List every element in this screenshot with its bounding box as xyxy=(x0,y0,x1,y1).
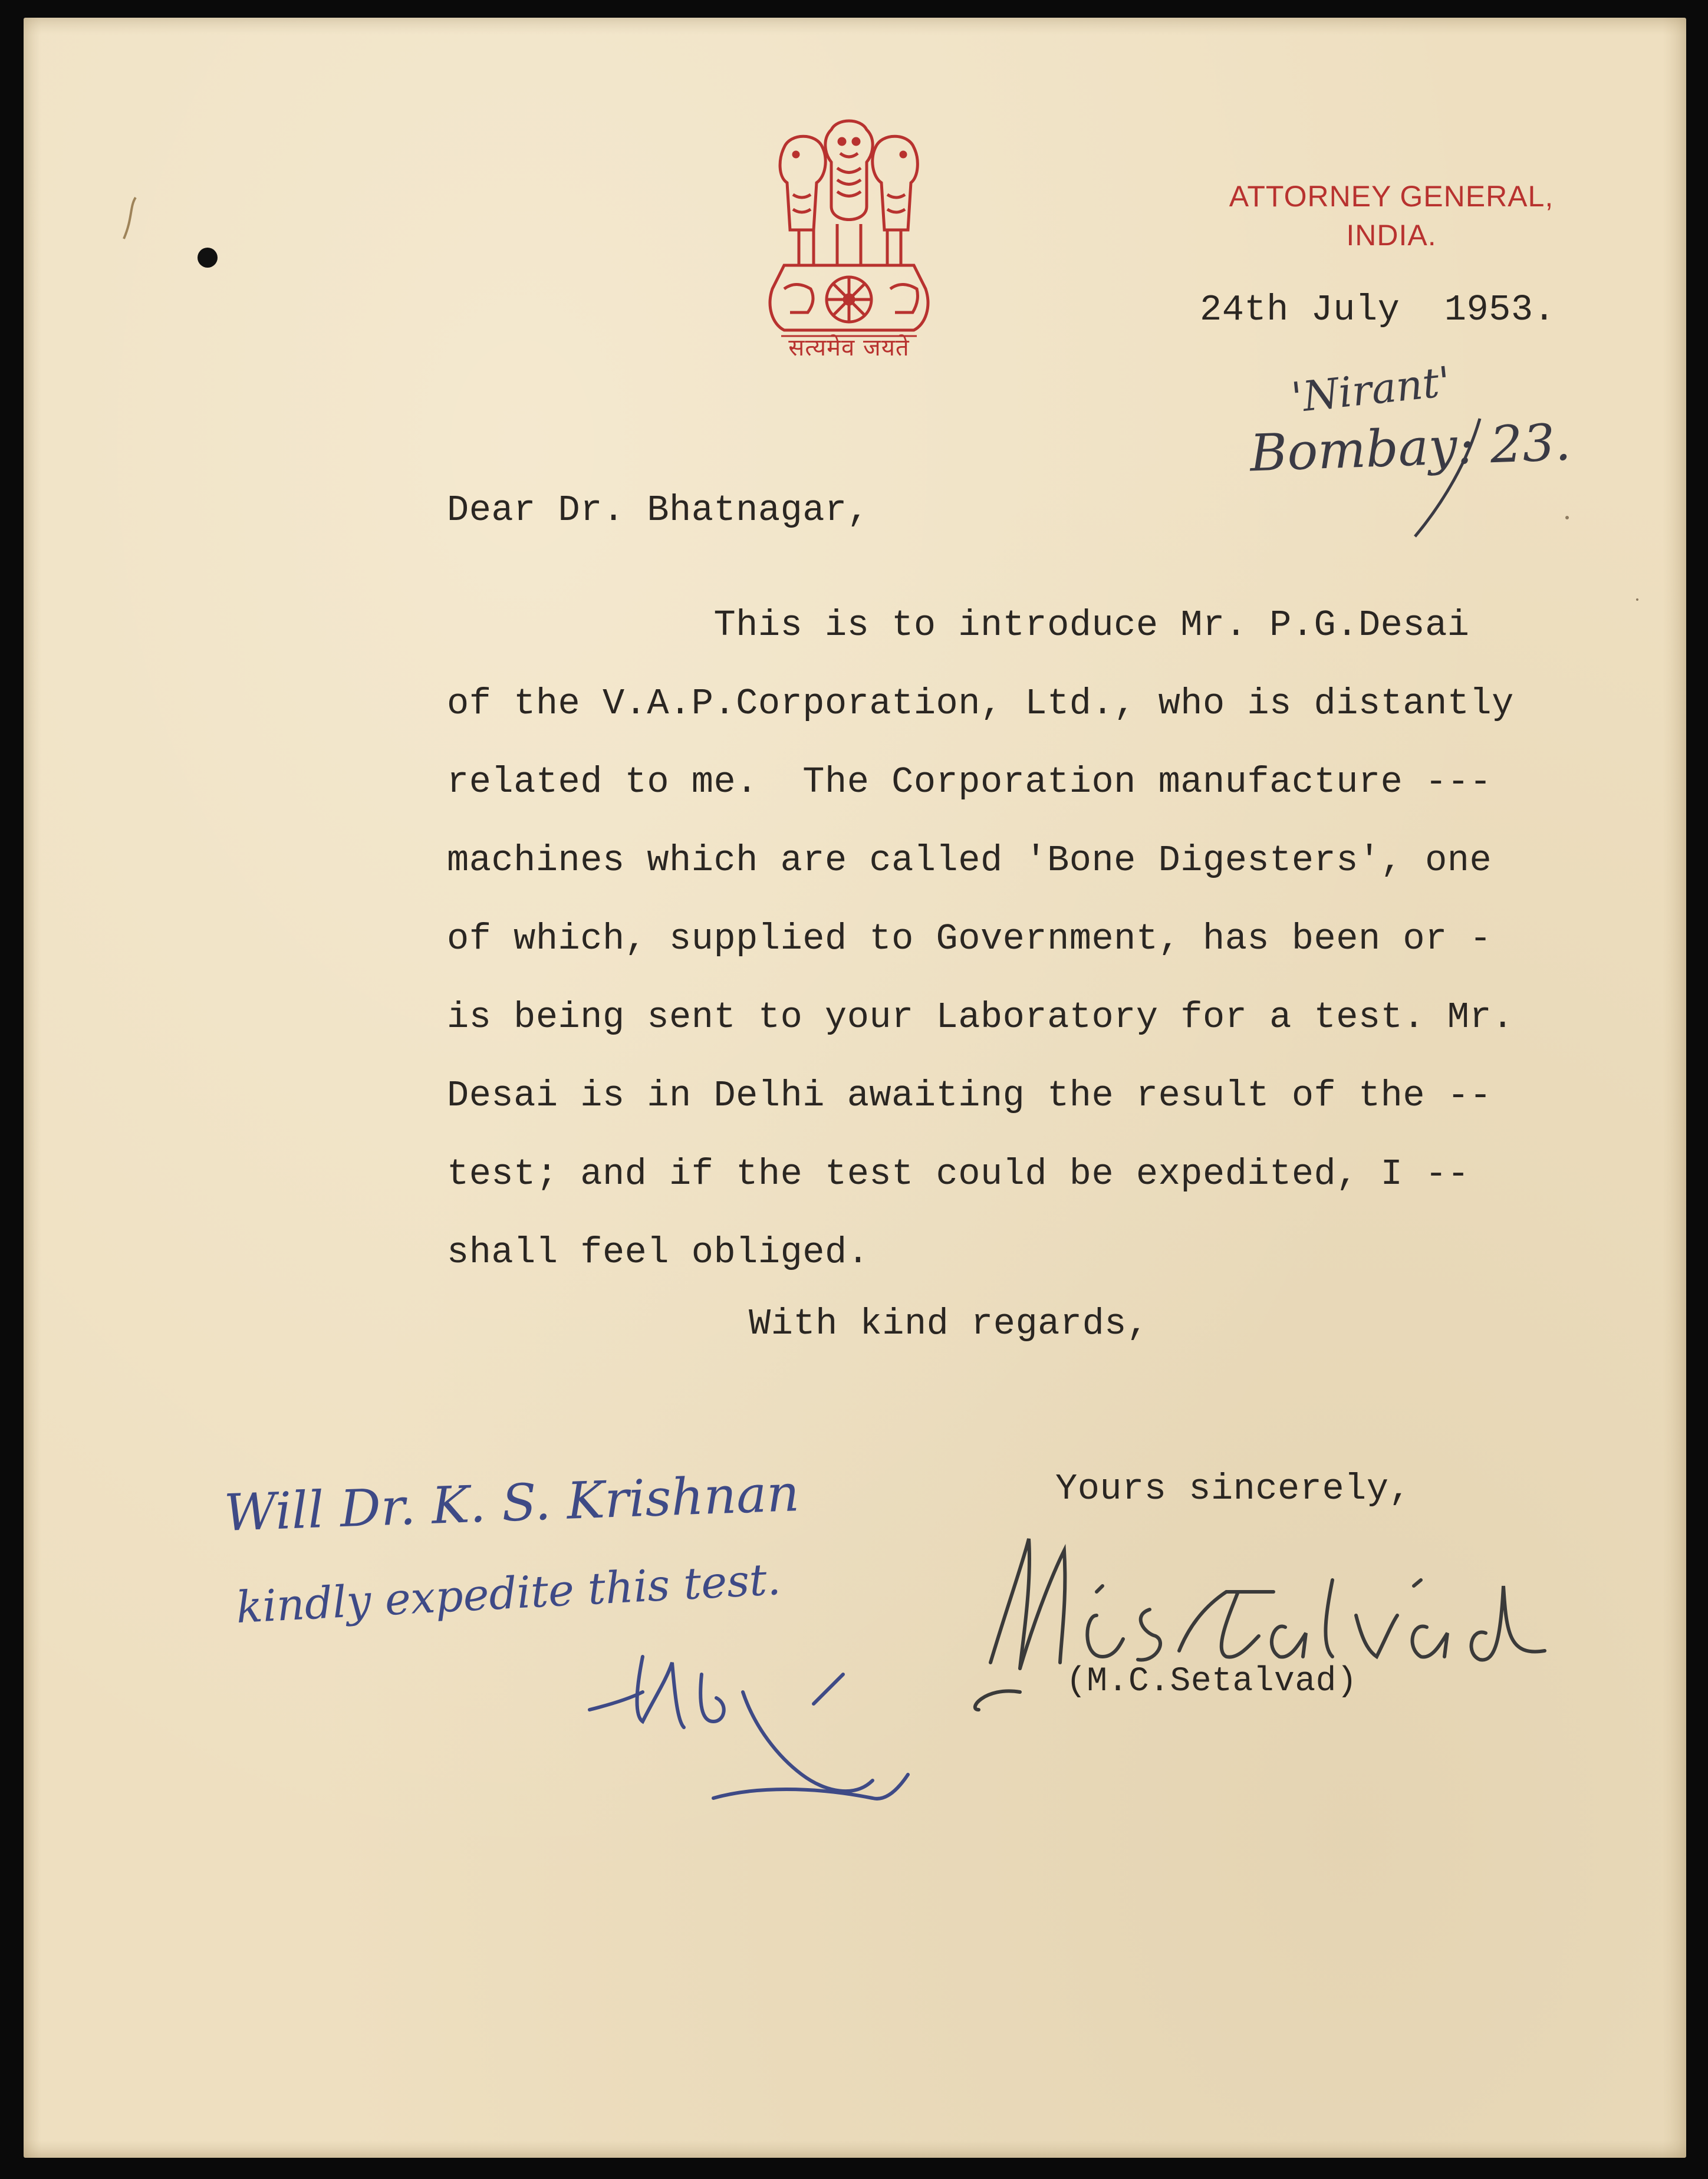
typed-signatory-name: (M.C.Setalvad) xyxy=(1066,1663,1358,1701)
office-title: ATTORNEY GENERAL, xyxy=(1229,180,1554,213)
salutation: Dear Dr. Bhatnagar, xyxy=(447,489,870,531)
margin-note-line: Will Dr. K. S. Krishnan xyxy=(223,1464,801,1543)
handwritten-initials xyxy=(578,1639,955,1816)
national-motto: सत्यमेव जयते xyxy=(788,334,910,361)
body-line: of the V.A.P.Corporation, Ltd., who is distantly xyxy=(447,683,1514,725)
body-line: related to me. The Corporation manufacture --- xyxy=(447,761,1492,803)
ink-stain-mark xyxy=(118,195,141,242)
body-line: is being sent to your Laboratory for a test. Mr. xyxy=(447,996,1514,1038)
body-line: shall feel obliged. xyxy=(447,1232,870,1273)
office-country: INDIA. xyxy=(1346,219,1437,252)
paper-speck xyxy=(1565,516,1569,519)
paper-speck xyxy=(1636,598,1638,601)
body-line: This is to introduce Mr. P.G.Desai xyxy=(447,604,1470,646)
address-underline-stroke xyxy=(1403,413,1486,542)
margin-note-line: kindly expedite this test. xyxy=(235,1553,782,1634)
letterhead-office xyxy=(1167,177,1615,255)
valediction: Yours sincerely, xyxy=(1055,1468,1411,1510)
body-line: test; and if the test could be expedited, I -- xyxy=(447,1153,1470,1195)
body-line: Desai is in Delhi awaiting the result of the -- xyxy=(447,1075,1492,1117)
punch-hole xyxy=(198,248,218,268)
body-line: of which, supplied to Government, has been or - xyxy=(447,918,1492,960)
letter-date: 24th July 1953. xyxy=(1200,289,1556,331)
body-line: machines which are called 'Bone Digesters', one xyxy=(447,840,1492,881)
handwritten-address-city: Bombay: 23. xyxy=(1249,413,1572,483)
closing-regards: With kind regards, xyxy=(749,1303,1149,1345)
handwritten-address-house: 'Nirant' xyxy=(1289,357,1453,422)
ashoka-lions-emblem-icon xyxy=(749,112,949,366)
